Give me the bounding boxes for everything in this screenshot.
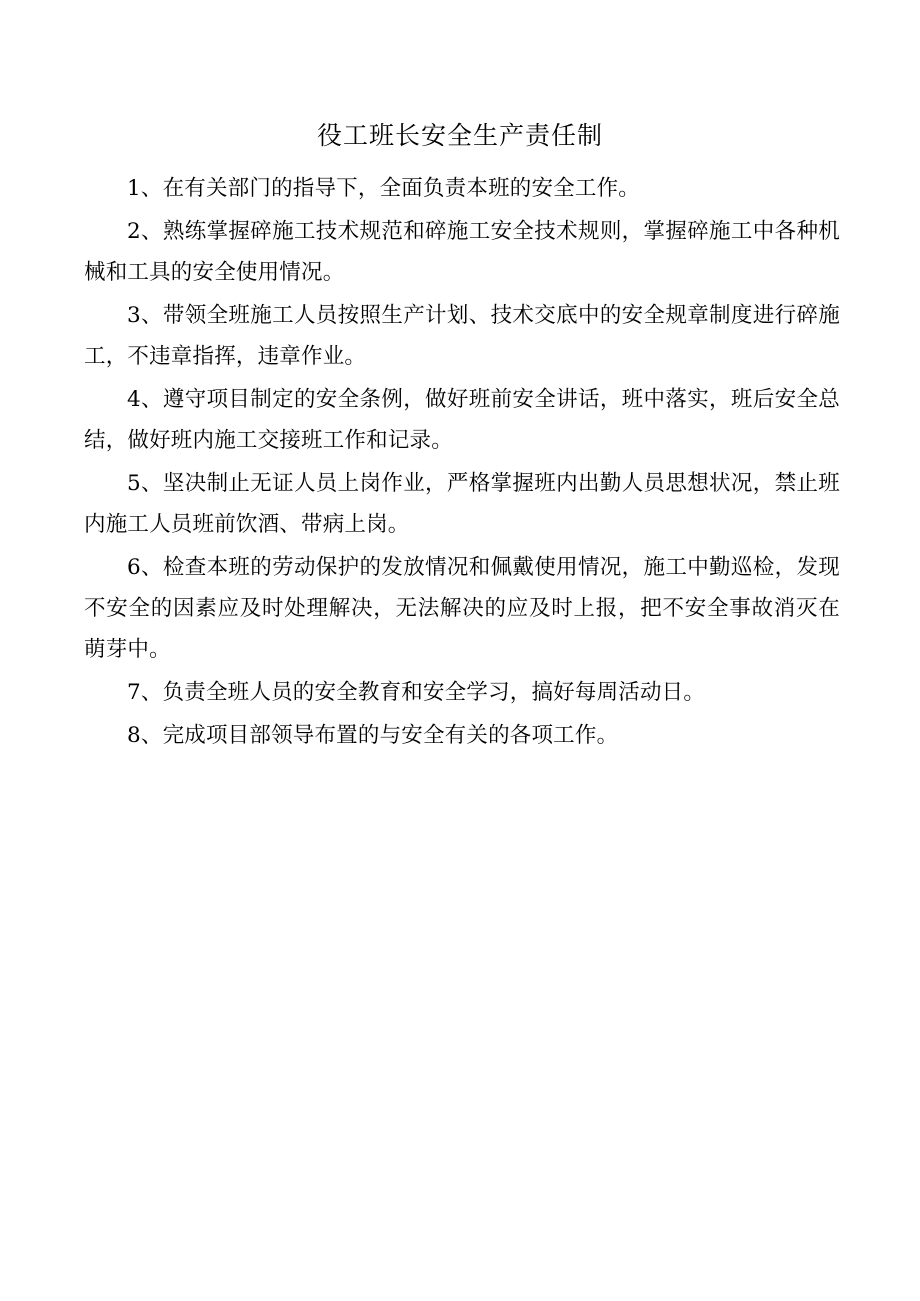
clause-2: 2、熟练掌握碎施工技术规范和碎施工安全技术规则，掌握碎施工中各种机械和工具的安全使用情况。 bbox=[84, 219, 840, 285]
clause-7: 7、负责全班人员的安全教育和安全学习，搞好每周活动日。 bbox=[127, 680, 706, 705]
clause-6: 6、检查本班的劳动保护的发放情况和佩戴使用情况，施工中勤巡检，发现不安全的因素应及时处理解决，无法解决的应及时上报，把不安全事故消灭在萌芽中。 bbox=[84, 555, 840, 662]
clause-8: 8、完成项目部领导布置的与安全有关的各项工作。 bbox=[127, 723, 619, 748]
clause-3: 3、带领全班施工人员按照生产计划、技术交底中的安全规章制度进行碎施工，不违章指挥，违章作业。 bbox=[84, 303, 840, 369]
clause-list bbox=[84, 168, 840, 758]
clause-4: 4、遵守项目制定的安全条例，做好班前安全讲话，班中落实，班后安全总结，做好班内施工交接班工作和记录。 bbox=[84, 387, 840, 453]
document-title: 役工班长安全生产责任制 bbox=[316, 121, 603, 150]
clause-5: 5、坚决制止无证人员上岗作业，严格掌握班内出勤人员思想状况，禁止班内施工人员班前饮酒、带病上岗。 bbox=[84, 471, 840, 537]
clause-1: 1、在有关部门的指导下，全面负责本班的安全工作。 bbox=[127, 176, 640, 201]
